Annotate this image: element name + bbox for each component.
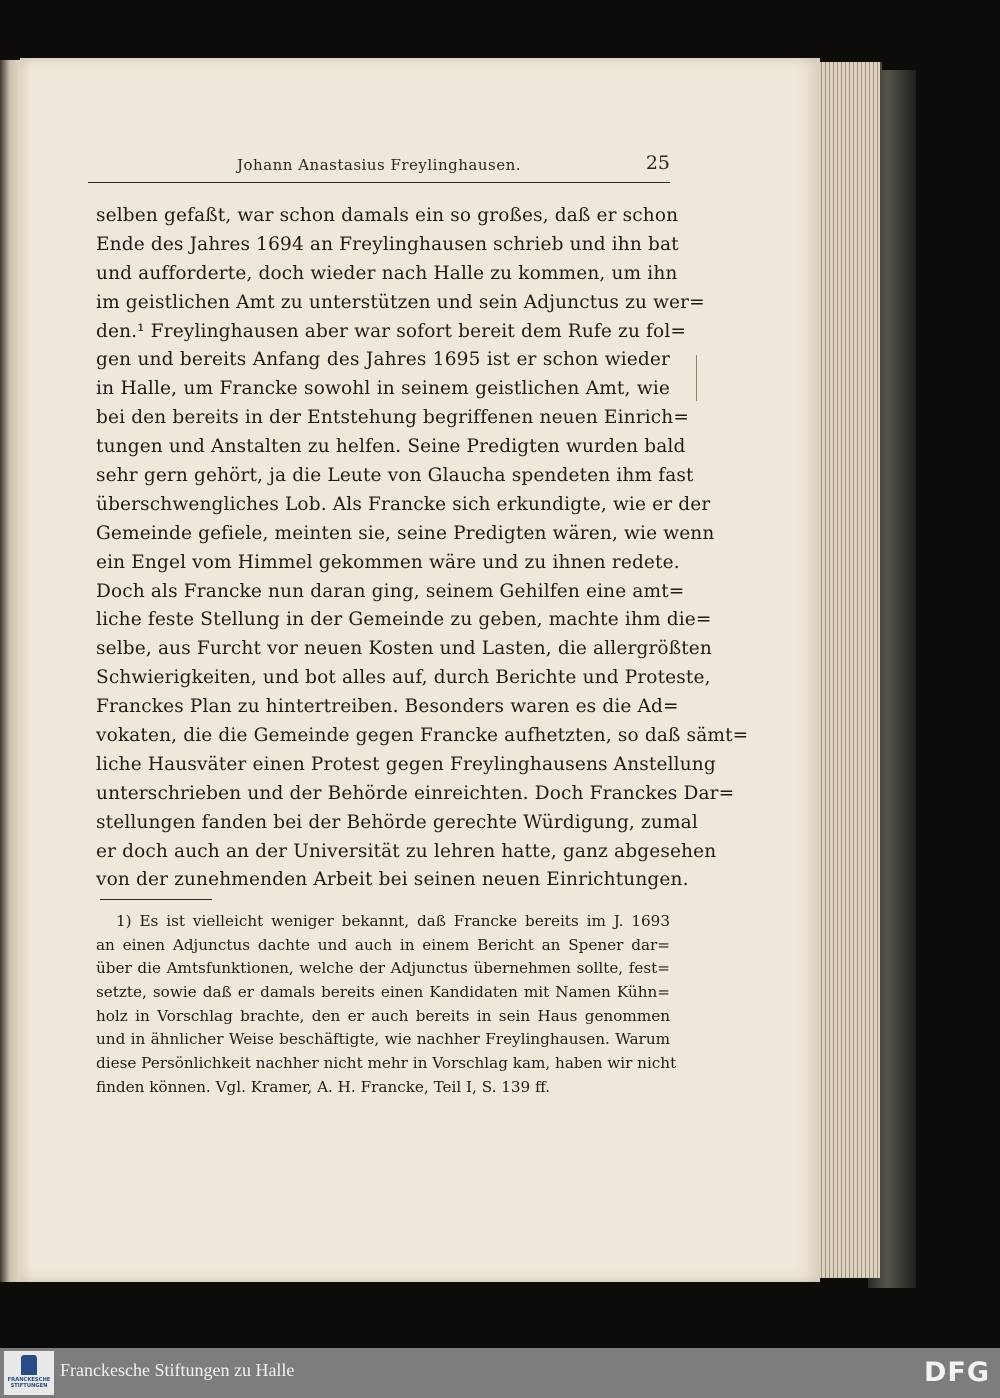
text-line: unterschrieben und der Behörde einreichten. Doch Franckes Dar= <box>96 782 735 804</box>
page-number: 25 <box>645 152 670 174</box>
text-line: Schwierigkeiten, und bot alles auf, durch Berichte und Proteste, <box>96 667 711 689</box>
running-head <box>88 152 670 183</box>
footnotes <box>96 910 677 1100</box>
text-line: von der zunehmenden Arbeit bei seinen neuen Einrichtungen. <box>96 869 689 891</box>
dfg-logo[interactable]: DFG <box>923 1357 990 1388</box>
text-line: sehr gern gehört, ja die Leute von Glaucha spendeten ihm fast <box>96 465 694 487</box>
text-line: vokaten, die die Gemeinde gegen Francke aufhetzten, so daß sämt= <box>96 725 749 747</box>
building-icon <box>21 1355 37 1375</box>
footnote-line: holz in Vorschlag brachte, den er auch bereits in sein Haus genommen <box>96 1006 670 1025</box>
footnote-line: 1) Es ist vielleicht weniger bekannt, daß Francke bereits im J. 1693 <box>116 912 670 930</box>
running-title: Johann Anastasius Freylinghausen. <box>236 156 522 174</box>
text-line: er doch auch an der Universität zu lehren hatte, ganz abgesehen <box>96 840 717 862</box>
text-line: in Halle, um Francke sowohl in seinem geistlichen Amt, wie <box>96 378 670 400</box>
text-line: gen und bereits Anfang des Jahres 1695 ist er schon wieder <box>96 349 670 371</box>
text-line: tungen und Anstalten zu helfen. Seine Predigten wurden bald <box>96 436 686 458</box>
page-stack-edge <box>818 62 882 1278</box>
book-page <box>20 58 820 1282</box>
text-line: selben gefaßt, war schon damals ein so großes, daß er schon <box>96 205 679 226</box>
text-line: liche feste Stellung in der Gemeinde zu geben, machte ihm die= <box>96 609 712 631</box>
text-line: liche Hausväter einen Protest gegen Freylinghausens Anstellung <box>96 753 716 775</box>
footnote-separator <box>100 899 212 900</box>
text-line: selbe, aus Furcht vor neuen Kosten und Lasten, die allergrößten <box>96 638 712 660</box>
text-line: Ende des Jahres 1694 an Freylinghausen schrieb und ihn bat <box>96 233 679 255</box>
text-line: Doch als Francke nun daran ging, seinem Gehilfen eine amt= <box>96 580 685 602</box>
margin-pencil-mark <box>696 355 697 401</box>
text-line: den.¹ Freylinghausen aber war sofort bereit dem Rufe zu fol= <box>96 320 687 342</box>
text-line: Gemeinde gefiele, meinten sie, seine Predigten wären, wie wenn <box>96 522 715 544</box>
text-line: ein Engel vom Himmel gekommen wäre und zu ihnen redete. <box>96 551 680 573</box>
footnote-line: setzte, sowie daß er damals bereits einen Kandidaten mit Namen Kühn= <box>96 983 670 1002</box>
text-line: und aufforderte, doch wieder nach Halle zu kommen, um ihn <box>96 262 678 284</box>
text-line: bei den bereits in der Entstehung begriffenen neuen Einrich= <box>96 407 689 429</box>
institution-name[interactable]: Franckesche Stiftungen zu Halle <box>60 1360 295 1380</box>
text-line: stellungen fanden bei der Behörde gerechte Würdigung, zumal <box>96 811 698 833</box>
footnote-line: an einen Adjunctus dachte und auch in einem Bericht an Spener dar= <box>96 935 670 954</box>
footnote-line: über die Amtsfunktionen, welche der Adjunctus übernehmen sollte, fest= <box>96 959 670 978</box>
text-line: überschwengliches Lob. Als Francke sich erkundigte, wie er der <box>96 493 711 515</box>
logo-text-line: STIFTUNGEN <box>10 1383 48 1389</box>
footnote-line: und in ähnlicher Weise beschäftigte, wie nachher Freylinghausen. Warum <box>96 1030 670 1049</box>
viewer-footer <box>0 1348 1000 1398</box>
footnote-line: finden können. Vgl. Kramer, A. H. Francke, Teil I, S. 139 ff. <box>96 1077 551 1096</box>
text-line: Franckes Plan zu hintertreiben. Besonders waren es die Ad= <box>96 696 679 718</box>
footnote-line: diese Persönlichkeit nachher nicht mehr in Vorschlag kam, haben wir nicht <box>96 1054 677 1073</box>
text-line: im geistlichen Amt zu unterstützen und sein Adjunctus zu wer= <box>96 291 705 313</box>
franckesche-logo[interactable] <box>4 1351 54 1395</box>
body-text <box>96 202 749 895</box>
logo-text-line: FRANCKESCHE <box>7 1377 51 1383</box>
